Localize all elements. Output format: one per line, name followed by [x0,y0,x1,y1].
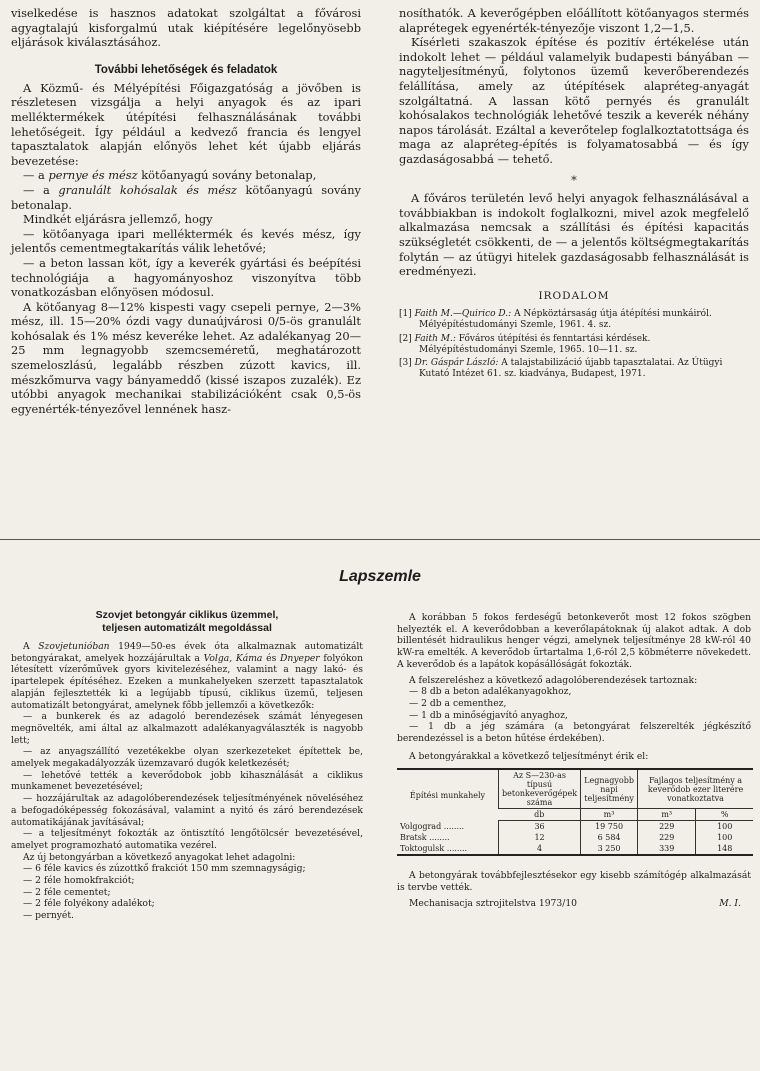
list-item: — a teljesítményt fokozták az öntisztító lengőtölcsér bevezetésével, amelyet programozható automatika vezérel. [11,828,363,851]
asterisk-separator: * [571,172,577,187]
author-initials: M. I. [719,897,741,909]
table-cell: 12 [499,832,581,843]
paragraph: — kötőanyaga ipari melléktermék és kevés mész, így jelentős cementmegtakarítás válik lehetővé; [11,226,361,256]
intro-paragraph: viselkedése is hasznos adatokat szolgáltat a fővárosi agyagtalajú kisforgalmú utak kiépítésére legelőnyösebb eljárások kiválasztásához. [11,6,361,50]
top-right-column [399,6,749,383]
paragraph: A betongyárak továbbfejlesztésekor egy kisebb számítógép alkalmazását is tervbe vették. [397,870,751,894]
reference-item: [2] Faith M.: Főváros útépítési és fenntartási kérdések. Mélyépítéstudományi Szemle, 1965. 10—11. sz. [399,333,651,355]
list-item: — 2 db a cementhez, [409,697,507,709]
paragraph: Mindkét eljárásra jellemző, hogy [23,212,213,227]
table-cell: 229 [638,832,696,843]
table-cell: 6 584 [581,832,638,843]
list-item: — a pernye és mész kötőanyagú sovány betonalap, [23,168,317,183]
table-cell: 339 [638,843,696,855]
table-cell: 4 [499,843,581,855]
list-item: — 2 féle homokfrakciót; [23,875,135,887]
top-left-column [11,6,361,416]
table-unit: db [499,809,581,821]
list-item: — lehetővé tették a keverődobok jobb kihasználását a ciklikus munkamenet bevezetésével; [11,769,363,793]
table-cell: 148 [696,843,753,855]
table-cell: 100 [696,832,753,843]
table-unit: m³ [638,809,696,821]
table-cell: Bratsk ........ [400,833,450,843]
performance-table [397,768,753,856]
paragraph: A betongyárakkal a következő teljesítményt érik el: [409,750,649,762]
source-citation: Mechanisacja sztrojitelstva 1973/10 M. I. [397,898,751,910]
paragraph: — a beton lassan köt, így a keverék gyártási és beépítési technológiája a hagyományoshoz viszonyítva több vonatkozásban előnyösen módosul. [11,255,361,300]
list-item: — a bunkerek és az adagoló berendezések számát lényegesen megnövelték, ami által az alkalmazott adalékanyagválaszték is nagyobb lett; [11,711,363,746]
article-heading: Szovjet betongyár ciklikus üzemmel, teljesen automatizált megoldással [95,609,279,634]
table-header: Legnagyobb napi teljesítmény [581,769,638,809]
table-row [397,821,753,833]
table-row [397,843,753,855]
reference-item: [3] Dr. Gáspár László: A talajstabilizáció újabb tapasztalatai. Az Útügyi Kutató Intézet 61. sz. kiadványa, Budapest, 1971. [399,358,723,380]
table-cell: 19 750 [581,821,638,833]
list-item: — 2 féle folyékony adalékot; [23,898,155,910]
references-heading: IRODALOM [538,289,610,302]
list-item: — hozzájárultak az adagolóberendezések teljesítményének növeléséhez a befogadóképesség fokozásával, valamint a nyitó és záró berendezések automatikájának javításával; [11,793,363,828]
bottom-left-column [11,609,363,922]
table-row [397,832,753,843]
table-cell: 229 [638,821,696,833]
table-header: Fajlagos teljesítmény a keverődob ezer literére vonatkoztatva [638,769,753,809]
paragraph: A főváros területén levő helyi anyagok felhasználásával a továbbiakban is indokolt foglalkozni, mivel azok megfelelő alkalmazása nemcsak a szállítási és építési kapacitás szükségletét csökkenti, de — a jelentős költségmegtakarítás folytán — az útügyi hitelek gazdaságosabb felhasználását is eredményezi. [399,191,749,279]
table-header: Az S—230-as típusú betonkeverőgépek száma [499,769,581,809]
table-cell: 100 [696,821,753,833]
list-item: — a granulált kohósalak és mész kötőanyagú sovány betonalap. [11,182,361,212]
paragraph: Kísérleti szakaszok építése és pozitív értékelése után indokolt lehet — például valamelyik budapesti bányában — nagyteljesítményű, folytonos üzemű keverőberendezés felállítása, amely az útépítések alapréteg-anyagát szolgáltatná. A lassan kötő pernyés és granulált kohósalakos technológiák lehetővé teszik a keverék néhány napos tárolását. Ezáltal a keverőtelep foglalkoztatottsága és maga az alapréteg-építés is folyamatosabbá — és így gazdaságosabbá — tehető. [399,35,749,166]
list-item: — 2 féle cementet; [23,886,111,898]
paragraph: A Közmű- és Mélyépítési Főigazgatóság a jövőben is részletesen vizsgálja a helyi anyagok és az ipari melléktermékek útépítési felhasználásának további lehetőségeit. Így például a kedvező francia és lengyel tapasztalatok alapján előnyös lehet két újabb eljárás bevezetése: [11,80,361,168]
table-header-row [397,769,753,809]
section-divider [0,539,760,540]
paragraph: A korábban 5 fokos ferdeségű betonkeverőt most 12 fokos szögben helyezték el. A keverődobban a keverőlapátoknak új alakot adtak. A dob billentését hidraulikus henger végzi, amelynek teljesítménye 28 kW-ról 40 kW-ra emelték. A keverődob űrtartalma 1,6-ról 2,5 köbméterre növekedett. A keverődob és a lapátok kopásállóságát fokozták. [397,612,751,670]
reference-item: [1] Faith M.—Quirico D.: A Népköztársaság útja átépítési munkáiról. Mélyépítéstudományi Szemle, 1961. 4. sz. [399,309,712,331]
table-cell: 3 250 [581,843,638,855]
table-cell: 36 [499,821,581,833]
table-cell: Toktogulsk ........ [400,844,468,854]
table-cell: Volgograd ........ [400,822,465,832]
list-item: — 6 féle kavics és zúzottkő frakciót 150 mm szemnagyságig; [23,863,306,875]
lapszemle-title: Lapszemle [339,568,421,585]
paragraph: Az új betongyárban a következő anyagokat lehet adagolni: [23,851,296,863]
table-unit: % [696,809,753,821]
list-item: — 8 db a beton adalékanyagokhoz, [409,686,572,698]
bottom-right-column [397,612,751,910]
paragraph: A Szovjetunióban 1949—50-es évek óta alkalmaznak automatizált betongyárakat, amelyek hozzájárultak a Volga, Káma és Dnyeper folyókon létesített vízerőművek gyors kivitelezéséhez, valamint a nagy lakó- és ipartelepek építéséhez. Ezeken a munkahelyeken szerzett tapasztalatok alapján fejlesztették ki a legújabb típusú, ciklikus üzemű, teljesen automatizált betongyárat, amelynek főbb jellemzői a következők: [11,641,364,711]
list-item: — az anyagszállító vezetékekbe olyan szerkezeteket építettek be, amelyek megakadályozzák üzemzavaró dugók keletkezését; [11,746,363,770]
list-item: — pernyét. [23,910,74,922]
paragraph: nosíthatók. A keverőgépben előállított kötőanyagos stermés alaprétegek egyenérték-tényezője viszont 1,2—1,5. [399,6,749,35]
paragraph: A felszereléshez a következő adagolóberendezések tartoznak: [409,674,698,686]
table-header: Építési munkahely [397,769,499,821]
list-item: — 1 db a jég számára (a betongyárat felszerelték jégkészítő berendezéssel is a beton hűtése érdekében). [397,721,751,745]
paragraph: A kötőanyag 8—12% kispesti vagy csepeli pernye, 2—3% mész, ill. 15—20% ózdi vagy dunaújvárosi 0/5-ös granulált kohósalak és 1% mész keveréke lehet. Az adalékanyag 20—25 mm legnagyobb szemcseméretű, meghatározott szemeloszlású, legalább részben zúzott kavics, ill. mészkőmurva vagy bányameddő (kissé iszapos zuzalék). Ez utóbbi anyagok mechanikai stabilizációként csak 0,5-ös egyenérték-tényezővel lennének hasz- [11,299,361,416]
table-unit: m³ [581,809,638,821]
references-list [399,309,749,380]
section-heading: További lehetőségek és feladatok [94,63,278,76]
list-item: — 1 db a minőségjavító anyaghoz, [409,709,568,721]
